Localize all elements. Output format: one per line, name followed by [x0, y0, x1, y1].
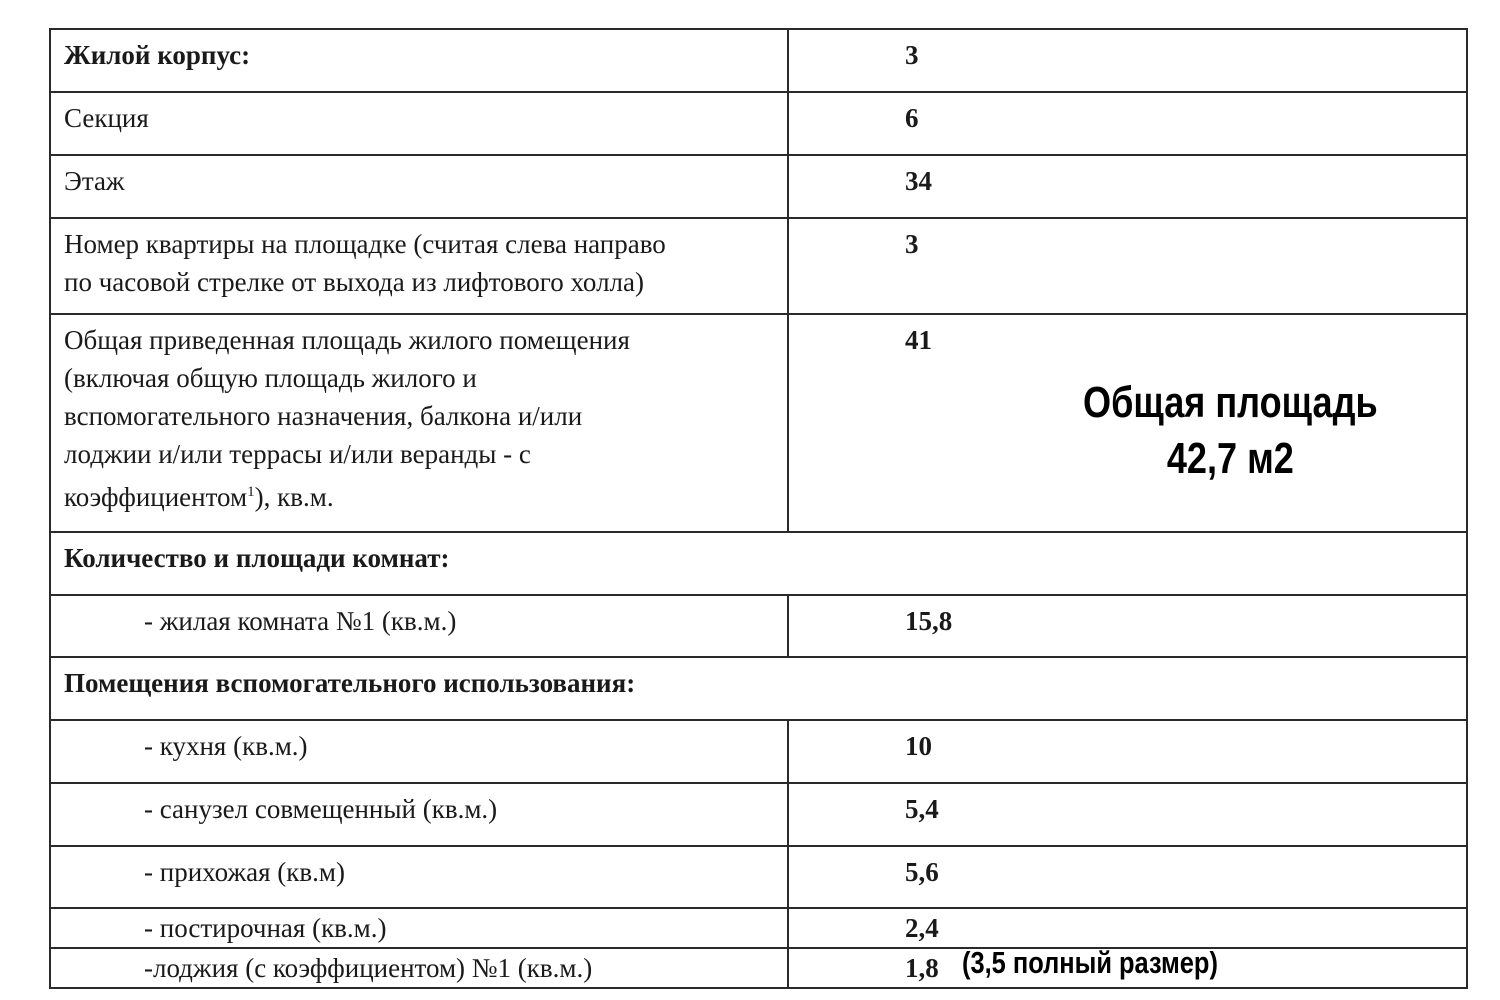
- row-label-building: Жилой корпус:: [50, 29, 788, 92]
- row-value-total-area: 41: [788, 314, 1467, 532]
- label-text: коэффициентом: [64, 482, 248, 512]
- table-row: [50, 92, 1467, 155]
- row-label-hallway: - прихожая (кв.м): [50, 846, 788, 908]
- row-value-laundry: 2,4: [788, 908, 1467, 948]
- table-row: [50, 948, 1467, 988]
- row-label-apartment-number: [50, 218, 788, 314]
- row-value-loggia: 1,8: [788, 948, 1467, 988]
- footnote-marker: 1: [247, 484, 255, 500]
- table-row: [50, 595, 1467, 657]
- row-label-kitchen: - кухня (кв.м.): [50, 720, 788, 783]
- section-header-auxiliary: Помещения вспомогательного использования:: [50, 657, 1467, 720]
- row-value-hallway: 5,6: [788, 846, 1467, 908]
- table-row: [50, 908, 1467, 948]
- apartment-spec-table: [49, 28, 1468, 989]
- row-label-living-room: - жилая комната №1 (кв.м.): [50, 595, 788, 657]
- table-row: [50, 657, 1467, 720]
- table-row: [50, 720, 1467, 783]
- row-label-floor: Этаж: [50, 155, 788, 218]
- row-label-bathroom: - санузел совмещенный (кв.м.): [50, 783, 788, 846]
- total-area-value: 42,7 м2: [1166, 434, 1294, 483]
- table-row: [50, 846, 1467, 908]
- label-text: ), кв.м.: [254, 482, 334, 512]
- table-row: [50, 29, 1467, 92]
- total-area-caption: Общая площадь: [1083, 378, 1378, 427]
- table-row: [50, 783, 1467, 846]
- row-label-loggia: -лоджия (с коэффициентом) №1 (кв.м.): [50, 948, 788, 988]
- row-value-floor: 34: [788, 155, 1467, 218]
- row-label-laundry: - постирочная (кв.м.): [50, 908, 788, 948]
- section-header-rooms: Количество и площади комнат:: [50, 532, 1467, 595]
- table-row: [50, 155, 1467, 218]
- label-line: по часовой стрелке от выхода из лифтового холла): [64, 267, 644, 297]
- label-line: [64, 473, 775, 516]
- row-label-section: Секция: [50, 92, 788, 155]
- label-line: лоджии и/или террасы и/или веранды - с: [64, 439, 531, 469]
- label-line: (включая общую площадь жилого и: [64, 363, 477, 393]
- loggia-full-size-note: (3,5 полный размер): [962, 945, 1218, 980]
- label-line: Общая приведенная площадь жилого помещения: [64, 325, 630, 355]
- label-line: Номер квартиры на площадке (считая слева направо: [64, 229, 666, 259]
- row-value-bathroom: 5,4: [788, 783, 1467, 846]
- total-area-annotation: [1083, 375, 1378, 487]
- table-row: [50, 532, 1467, 595]
- row-value-building: 3: [788, 29, 1467, 92]
- row-value-section: 6: [788, 92, 1467, 155]
- label-line: вспомогательного назначения, балкона и/или: [64, 401, 583, 431]
- row-value-apartment-number: 3: [788, 218, 1467, 314]
- row-label-total-area: [50, 314, 788, 532]
- table-row: [50, 218, 1467, 314]
- row-value-living-room: 15,8: [788, 595, 1467, 657]
- row-value-kitchen: 10: [788, 720, 1467, 783]
